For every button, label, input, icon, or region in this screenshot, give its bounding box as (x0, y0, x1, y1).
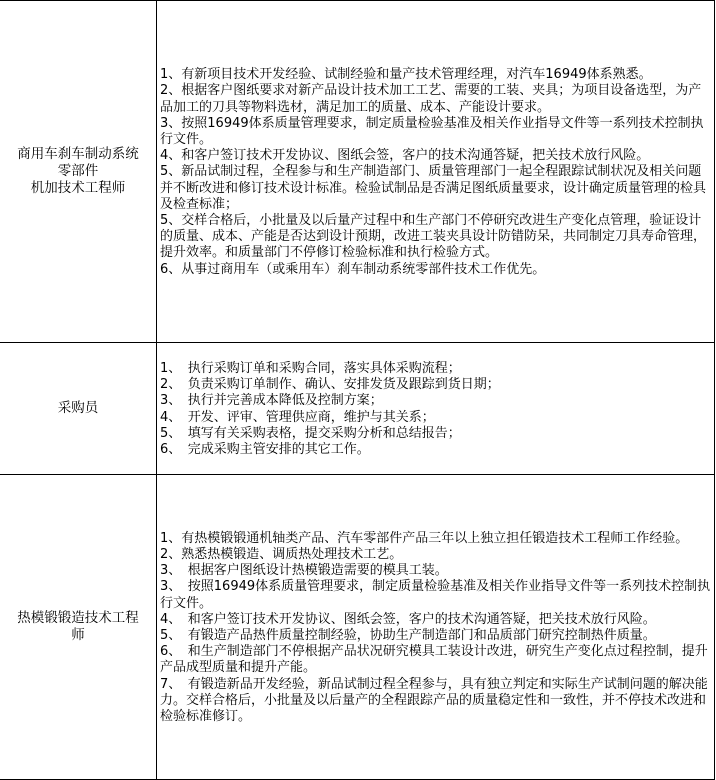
duty-item: 6、 完成采购主管安排的其它工作。 (160, 441, 370, 457)
duty-item: 3、 执行并完善成本降低及控制方案； (160, 393, 383, 409)
duty-item: 3、按照16949体系质量管理要求，制定质量检验基准及相关作业指导文件等一系列技术控制执行文件。 (160, 115, 704, 147)
duty-item: 2、 负责采购订单制作、确认、安排发货及跟踪到货日期； (160, 377, 500, 393)
duty-item: 4、 开发、评审、管理供应商，维护与其关系； (160, 409, 435, 425)
duty-item: 4、和客户签订技术开发协议、图纸会签，客户的技术沟通答疑，把关技术放行风险。 (160, 148, 650, 164)
duty-item: 7、 有锻造新品开发经验，新品试制过程全程参与，具有独立判定和实际生产试制问题的解决能力。交样合格后，小批量及以后量产的全程跟踪产品的质量稳定性和一致性，并不停技术改进和检验标准修订。 (160, 676, 708, 725)
job-title-cell (0, 1, 157, 343)
job-title-cell (0, 475, 157, 780)
duty-item: 5、 有锻造产品热件质量控制经验，协助生产制造部门和品质部门研究控制热件质量。 (160, 628, 656, 643)
duty-item: 2、熟悉热模锻造、调质热处理技术工艺。 (160, 546, 403, 562)
duty-item: 4、 和客户签订技术开发协议、图纸会签，客户的技术沟通答疑，把关技术放行风险。 (160, 611, 656, 627)
duty-item: 3、 按照16949体系质量管理要求，制定质量检验基准及相关作业指导文件等一系列技术控制执行文件。 (160, 579, 711, 611)
duty-item: 5、新品试制过程，全程参与和生产制造部门、质量管理部门一起全程跟踪试制状况及相关问题并不断改进和修订技术设计标准。检验试制品是否满足图纸质量要求，设计确定质量管理的检具及检查标准； (160, 164, 707, 212)
job-title (0, 400, 156, 417)
duty-item: 1、有新项目技术开发经验、试制经验和量产技术管理经理，对汽车16949体系熟悉。 (160, 67, 652, 83)
duty-item: 5、交样合格后，小批量及以后量产过程中和生产部门不停研究改进生产变化点管理，验证设计的质量、成本、产能是否达到设计预期，改进工装夹具设计防错防呆，共同制定刀具寿命管理，提升效率。和质量部门不停修订检验标准和执行检验方式。 (160, 213, 707, 261)
job-title-line: 商用车刹车制动系统 (17, 146, 139, 162)
duty-item: 1、有热模锻锻通机轴类产品、汽车零部件产品三年以上独立担任锻造技术工程师工作经验。 (160, 530, 689, 546)
duty-item: 6、从事过商用车（或乘用车）刹车制动系统零部件技术工作优先。 (160, 261, 546, 277)
duty-item: 2、根据客户图纸要求对新产品设计技术加工工艺、需要的工装、夹具；为项目设备选型，为产品加工的刀具等物料选材，满足加工的质量、成本、产能设计要求。 (160, 83, 702, 115)
table-row (0, 343, 715, 475)
job-duties-cell (157, 343, 715, 475)
job-title-line: 热模锻锻造技术工程 (17, 610, 139, 626)
job-title-line: 师 (71, 627, 85, 643)
duty-item: 5、 填写有关采购表格，提交采购分析和总结报告； (160, 425, 461, 441)
job-duties-cell (157, 475, 715, 780)
duty-item: 3、 根据客户图纸设计热模锻造需要的模具工装。 (160, 563, 448, 579)
job-title-line: 采购员 (57, 400, 99, 416)
table-row (0, 1, 715, 343)
job-title-cell (0, 343, 157, 475)
job-title (0, 146, 156, 197)
job-title (0, 610, 156, 644)
duty-item: 6、 和生产制造部门不停根据产品状况研究模具工装设计改进，研究生产变化点过程控制，提升产品成型质量和提升产能。 (160, 644, 708, 676)
job-title-line: 机加技术工程师 (30, 180, 126, 196)
job-duties-cell (157, 1, 715, 343)
duty-item: 1、 执行采购订单和采购合同，落实具体采购流程； (160, 360, 461, 376)
table-row (0, 475, 715, 780)
job-title-line: 零部件 (57, 163, 99, 179)
